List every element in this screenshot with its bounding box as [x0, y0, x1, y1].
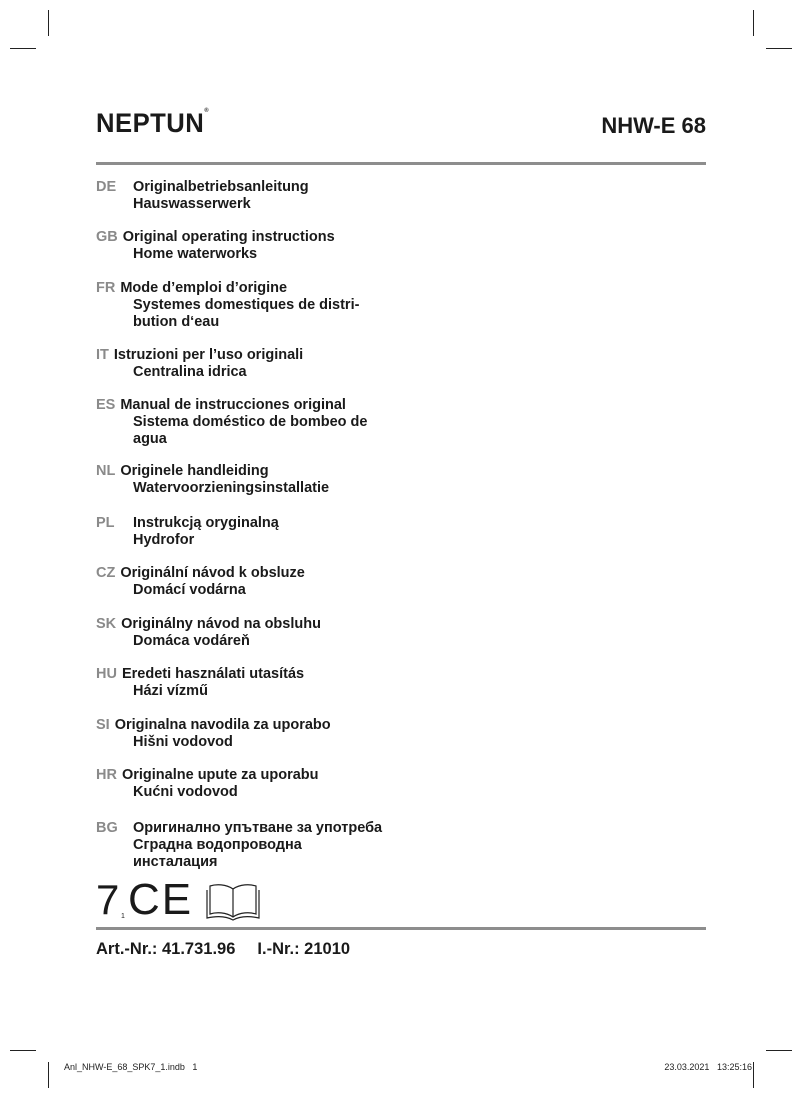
manual-book-icon: [204, 881, 262, 921]
crop-mark: [10, 1050, 36, 1051]
language-code: IT: [96, 347, 109, 363]
crop-mark: [766, 48, 792, 49]
ce-mark: CE: [128, 875, 194, 924]
language-code: HU: [96, 666, 117, 682]
product-name: Kućni vodovod: [133, 784, 238, 800]
manual-title: Originální návod k obsluze: [120, 565, 305, 581]
language-code: SI: [96, 717, 110, 733]
language-entry-sk: [96, 616, 321, 650]
manual-title: Istruzioni per l’uso originali: [113, 347, 304, 363]
product-name: Centralina idrica: [133, 364, 247, 380]
manual-title: Manual de instrucciones original: [120, 397, 346, 413]
crop-mark: [48, 10, 49, 36]
manual-title: Instrukcją oryginalną: [133, 515, 279, 531]
manual-title: Original operating instructions: [122, 229, 335, 245]
language-entry-de: [96, 179, 309, 213]
product-name: Sistema doméstico de bombeo de: [133, 414, 368, 430]
divider: [96, 162, 706, 165]
certification-marks: [96, 877, 296, 923]
product-name: Hišni vodovod: [133, 734, 233, 750]
language-entry-si: [96, 717, 331, 751]
product-name: Systemes domestiques de distri-: [133, 297, 360, 313]
footer-date: 23.03.2021 13:25:16: [664, 1062, 752, 1072]
language-code: HR: [96, 767, 117, 783]
language-code: SK: [96, 616, 117, 632]
language-code: ES: [96, 397, 116, 413]
language-code: PL: [96, 515, 115, 531]
language-code: NL: [96, 463, 116, 479]
crop-mark: [753, 10, 754, 36]
manual-title: Originalne upute za uporabu: [121, 767, 319, 783]
edition-subscript: 1: [121, 913, 125, 920]
language-entry-es: [96, 397, 367, 448]
language-entry-gb: [96, 229, 335, 263]
language-entry-nl: [96, 463, 329, 497]
product-name: Сградна водопроводна: [133, 837, 302, 853]
ident-number: I.-Nr.: 21010: [257, 940, 351, 958]
model-number: NHW-E 68: [601, 113, 706, 138]
article-numbers: [96, 940, 350, 959]
language-entry-it: [96, 347, 303, 381]
language-entry-hu: [96, 666, 304, 700]
crop-mark: [766, 1050, 792, 1051]
crop-mark: [10, 48, 36, 49]
product-name: Home waterworks: [133, 246, 258, 262]
language-code: DE: [96, 179, 117, 195]
product-name: Hydrofor: [133, 532, 195, 548]
crop-mark: [753, 1062, 754, 1088]
manual-title: Originálny návod na obsluhu: [121, 616, 321, 632]
language-entry-fr: [96, 280, 359, 331]
language-entry-cz: [96, 565, 305, 599]
language-entry-hr: [96, 767, 319, 801]
crop-mark: [48, 1062, 49, 1088]
product-name: Watervoorzieningsinstallatie: [133, 480, 330, 496]
product-name: инсталация: [133, 854, 218, 870]
divider: [96, 927, 706, 930]
manual-title: Originalbetriebsanleitung: [133, 179, 309, 195]
product-name: Hauswasserwerk: [133, 196, 251, 212]
manual-title: Оригинално упътване за употреба: [133, 820, 383, 836]
manual-title: Originalna navodila za uporabo: [114, 717, 331, 733]
product-name: Domácí vodárna: [133, 582, 246, 598]
language-entry-pl: [96, 515, 279, 549]
language-code: GB: [96, 229, 118, 245]
manual-title: Mode d’emploi d’origine: [120, 280, 288, 296]
language-code: CZ: [96, 565, 116, 581]
manual-title: Eredeti használati utasítás: [121, 666, 305, 682]
manual-title: Originele handleiding: [120, 463, 269, 479]
article-number: Art.-Nr.: 41.731.96: [96, 940, 236, 958]
brand-logo: NEPTUN®: [96, 108, 209, 138]
product-name: Domáca vodáreň: [133, 633, 250, 649]
product-name: bution d‘eau: [133, 314, 220, 330]
language-entry-bg: [96, 820, 382, 871]
language-code: FR: [96, 280, 116, 296]
language-code: BG: [96, 820, 118, 836]
product-name: agua: [133, 431, 167, 447]
product-name: Házi vízmű: [133, 683, 208, 699]
footer-file: Anl_NHW-E_68_SPK7_1.indb 1: [64, 1062, 198, 1072]
edition-number: 7: [96, 876, 120, 923]
